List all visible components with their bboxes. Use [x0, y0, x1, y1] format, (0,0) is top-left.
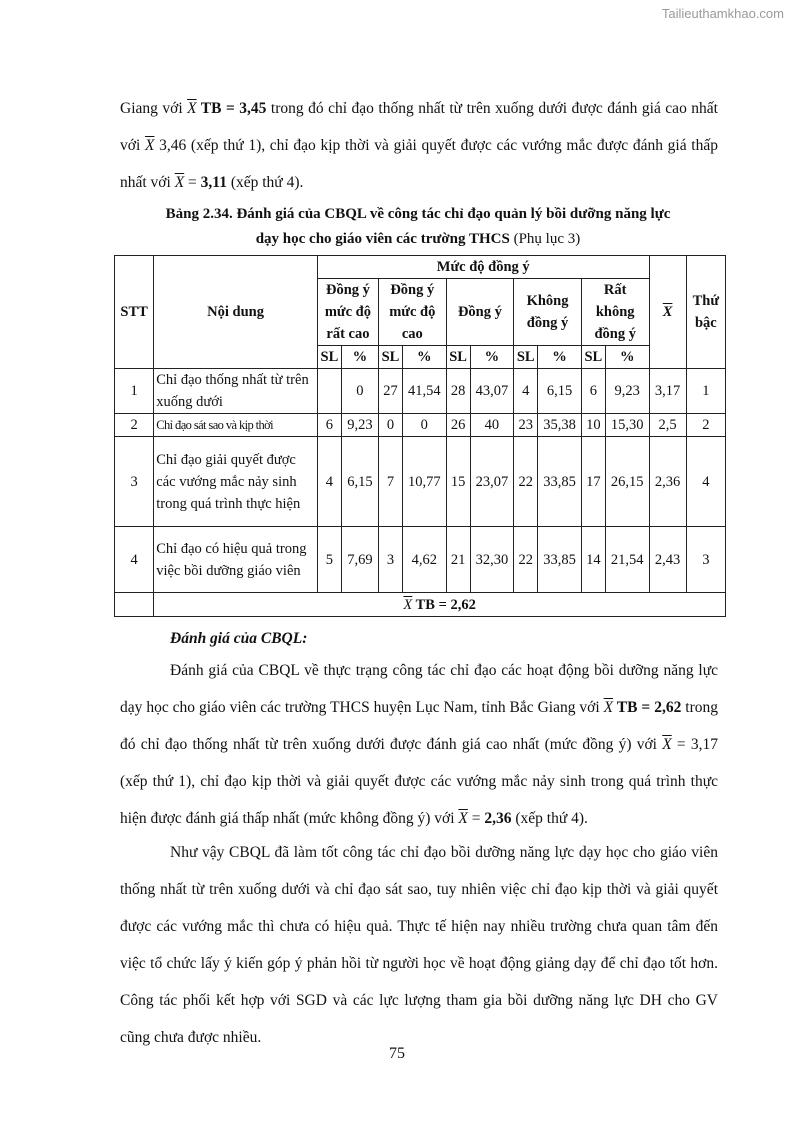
row-sl-value: 6 [581, 369, 605, 414]
header-rank: Thứ bậc [686, 256, 725, 369]
row-content: Chỉ đạo thống nhất từ trên xuống dưới [154, 369, 318, 414]
row-percent-value: 26,15 [605, 437, 649, 527]
row-sl-value: 28 [446, 369, 470, 414]
table-row [115, 414, 726, 437]
row-stt: 4 [115, 527, 154, 593]
row-percent-value: 7,69 [341, 527, 378, 593]
header-stt: STT [115, 256, 154, 369]
row-percent-value: 32,30 [470, 527, 514, 593]
row-percent-value: 23,07 [470, 437, 514, 527]
row-percent-value: 33,85 [538, 527, 582, 593]
watermark-text: Tailieuthamkhao.com [661, 6, 784, 21]
row-content: Chỉ đạo sát sao và kịp thời [154, 414, 318, 437]
row-percent-value: 9,23 [605, 369, 649, 414]
row-percent-value: 6,15 [538, 369, 582, 414]
row-percent-value: 4,62 [402, 527, 446, 593]
row-content: Chỉ đạo có hiệu quả trong việc bồi dưỡng giáo viên [154, 527, 318, 593]
row-sl-value: 3 [378, 527, 402, 593]
row-sl-value: 5 [317, 527, 341, 593]
table-row [115, 437, 726, 527]
table-row [115, 527, 726, 593]
row-sl-value: 0 [378, 414, 402, 437]
row-rank: 3 [686, 527, 725, 593]
row-percent-value: 33,85 [538, 437, 582, 527]
evaluation-table [114, 255, 726, 617]
row-content: Chỉ đạo giải quyết được các vướng mắc nảy sinh trong quá trình thực hiện [154, 437, 318, 527]
header-level-disagree: Không đồng ý [514, 279, 582, 346]
row-sl-value: 10 [581, 414, 605, 437]
row-percent-value: 40 [470, 414, 514, 437]
row-stt: 2 [115, 414, 154, 437]
row-sl-value: 27 [378, 369, 402, 414]
header-mean: $\overline{X}$ [649, 256, 686, 369]
footer-empty-cell [115, 593, 154, 617]
header-percent: % [470, 346, 514, 369]
row-mean: 2,5 [649, 414, 686, 437]
table-caption: Bảng 2.34. Đánh giá của CBQL về công tác chỉ đạo quản lý bồi dưỡng năng lực dạy học cho giáo viên các trường THCS (Phụ lục 3) [165, 206, 671, 247]
row-sl-value: 17 [581, 437, 605, 527]
row-stt: 1 [115, 369, 154, 414]
table-row [115, 369, 726, 414]
header-agreement-level: Mức độ đồng ý [317, 256, 649, 279]
row-percent-value: 10,77 [402, 437, 446, 527]
header-sl: SL [446, 346, 470, 369]
row-sl-value [317, 369, 341, 414]
row-percent-value: 6,15 [341, 437, 378, 527]
row-sl-value: 4 [317, 437, 341, 527]
header-level-strongly-disagree: Rất không đồng ý [581, 279, 649, 346]
row-mean: 3,17 [649, 369, 686, 414]
row-sl-value: 4 [514, 369, 538, 414]
header-percent: % [605, 346, 649, 369]
row-sl-value: 22 [514, 437, 538, 527]
header-sl: SL [378, 346, 402, 369]
header-level-high: Đồng ý mức độ cao [378, 279, 446, 346]
row-sl-value: 15 [446, 437, 470, 527]
row-sl-value: 6 [317, 414, 341, 437]
row-percent-value: 35,38 [538, 414, 582, 437]
intro-paragraph: Giang với $\overline{X}$ TB = 3,45 trong đó chỉ đạo thống nhất từ trên xuống dưới được đánh giá cao nhất với $\overline{X}$ 3,46 (xếp thứ 1), chỉ đạo kịp thời và giải quyết được các vướng mắc được đánh giá thấp nhất với $\overline{X} = 3,11$ (xếp thứ 4). [120, 100, 718, 191]
row-percent-value: 41,54 [402, 369, 446, 414]
header-content: Nội dung [154, 256, 318, 369]
row-sl-value: 22 [514, 527, 538, 593]
evaluation-paragraph: Đánh giá của CBQL về thực trạng công tác chỉ đạo các hoạt động bồi dưỡng năng lực dạy học cho giáo viên các trường THCS huyện Lục Nam, tỉnh Bắc Giang với $\overline{X}$ TB = 2,62 trong đó chỉ đạo thống nhất từ trên xuống dưới được đánh giá cao nhất (mức đồng ý) với $\overline{X} = 3,17$ (xếp thứ 1), chỉ đạo kịp thời và giải quyết được các vướng mắc nảy sinh trong quá trình thực hiện được đánh giá thấp nhất (mức không đồng ý) với $\overline{X} = 2,36$ (xếp thứ 4). [120, 662, 719, 827]
page-number: 75 [389, 1045, 405, 1062]
header-level-agree: Đồng ý [446, 279, 514, 346]
row-rank: 4 [686, 437, 725, 527]
row-percent-value: 15,30 [605, 414, 649, 437]
row-rank: 2 [686, 414, 725, 437]
row-sl-value: 23 [514, 414, 538, 437]
header-percent: % [538, 346, 582, 369]
header-level-very-high: Đồng ý mức độ rất cao [317, 279, 378, 346]
row-percent-value: 9,23 [341, 414, 378, 437]
row-rank: 1 [686, 369, 725, 414]
row-percent-value: 43,07 [470, 369, 514, 414]
row-percent-value: 0 [402, 414, 446, 437]
section-title: Đánh giá của CBQL: [170, 630, 308, 647]
row-sl-value: 21 [446, 527, 470, 593]
row-stt: 3 [115, 437, 154, 527]
header-sl: SL [581, 346, 605, 369]
row-percent-value: 21,54 [605, 527, 649, 593]
row-sl-value: 14 [581, 527, 605, 593]
header-percent: % [341, 346, 378, 369]
table-footer-mean: $\overline{X}$ TB = 2,62 [154, 593, 726, 617]
row-sl-value: 26 [446, 414, 470, 437]
header-sl: SL [317, 346, 341, 369]
row-sl-value: 7 [378, 437, 402, 527]
header-percent: % [402, 346, 446, 369]
row-mean: 2,43 [649, 527, 686, 593]
row-percent-value: 0 [341, 369, 378, 414]
header-sl: SL [514, 346, 538, 369]
row-mean: 2,36 [649, 437, 686, 527]
conclusion-paragraph: Như vậy CBQL đã làm tốt công tác chỉ đạo bồi dưỡng năng lực dạy học cho giáo viên thống nhất từ trên xuống dưới và chỉ đạo sát sao, tuy nhiên việc chỉ đạo kịp thời và giải quyết được các vướng mắc thì chưa có hiệu quả. Thực tế hiện nay nhiều trường chưa quan tâm đến việc tổ chức lấy ý kiến góp ý phản hồi từ người học về hoạt động giảng dạy để chỉ đạo tốt hơn. Công tác phối kết hợp với SGD và các lực lượng tham gia bồi dưỡng năng lực DH cho GV cũng chưa được nhiều. [120, 844, 718, 1046]
